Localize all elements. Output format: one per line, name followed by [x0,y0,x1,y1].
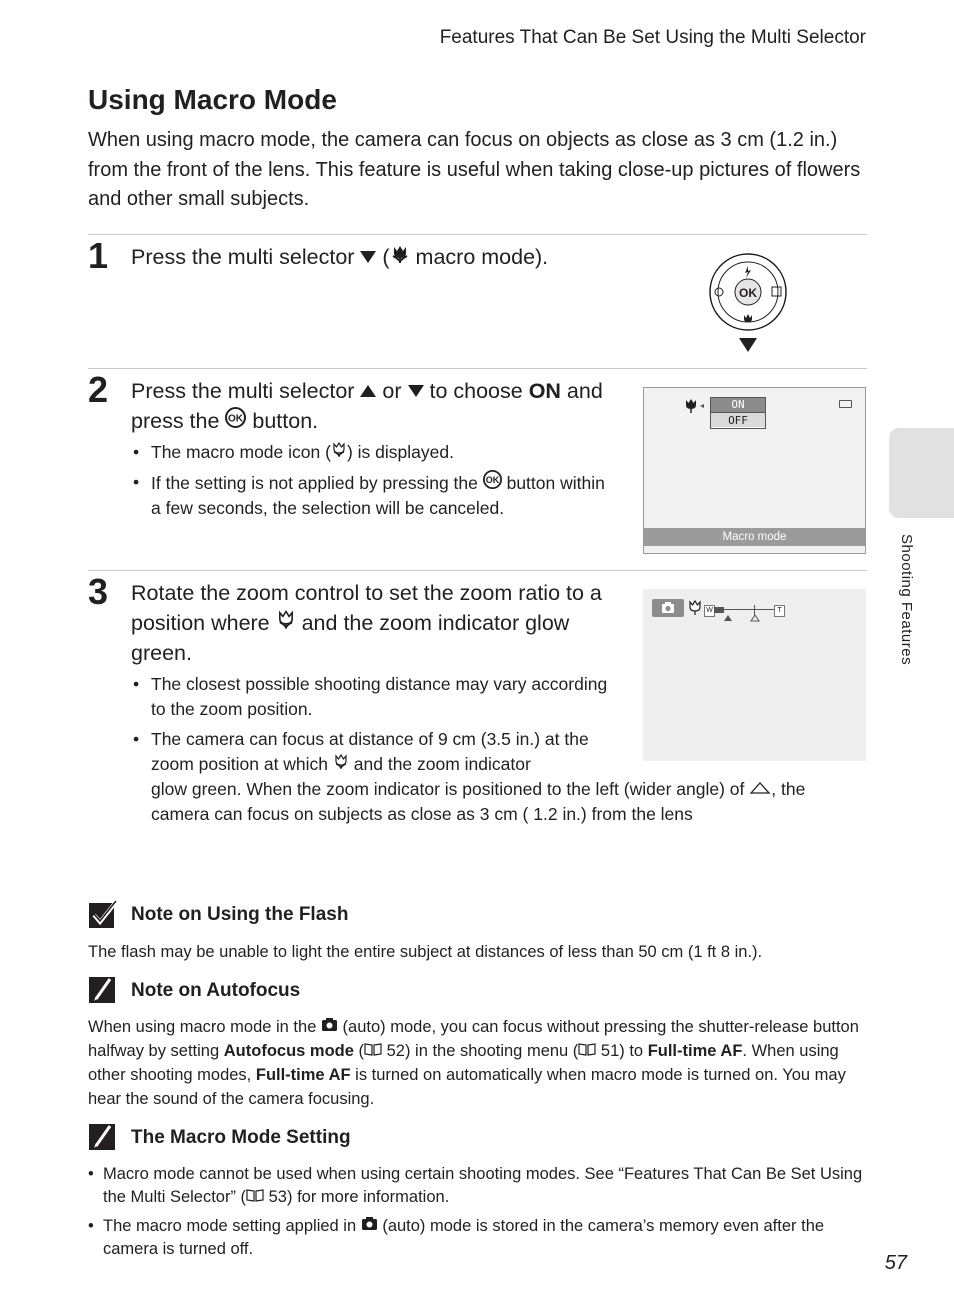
down-arrow-icon [360,250,376,264]
zoom-marker-icon [723,614,733,622]
ok-button-icon [483,470,502,489]
list-item: • Macro mode cannot be used when using certain shooting modes. See “Features That Can Be Set Using the Multi Selector” ( 53) for more information. [88,1163,868,1209]
option-off: OFF [711,412,765,427]
camera-screen-macro-menu [643,387,866,554]
step-2-number: 2 [88,369,109,410]
step-divider [88,570,867,571]
list-item: • The camera can focus at distance of 9 cm (3.5 in.) at the zoom position at which and the zoom indicator glow green. When the zoom indicator is positioned to the left (wider angle) of , the camera can focus on subjects as close as 3 cm ( 1.2 in.) from the lens [131,727,866,827]
note-flash-body: The flash may be unable to light the entire subject at distances of less than 50 cm (1 ft 8 in.). [88,943,763,961]
running-header: Features That Can Be Set Using the Multi Selector [439,27,866,48]
section-intro: When using macro mode, the camera can focus on objects as close as 3 cm (1.2 in.) from the front of the lens. This feature is useful when taking close-up pictures of flowers and other small subjects. [88,129,861,210]
macro-tulip-icon [276,609,296,630]
note-flash-title: Note on Using the Flash [131,904,349,925]
camera-screen-zoom [643,589,866,761]
list-item: • The closest possible shooting distance may vary according to the zoom position. [131,672,611,722]
step-divider [88,368,867,369]
zoom-indicator-track [724,609,774,610]
caution-check-icon [88,899,118,929]
auto-mode-camera-icon [361,1216,378,1231]
page-number: 57 [884,1252,907,1274]
step-3-heading: Rotate the zoom control to set the zoom ratio to a position where and the zoom indicator glow green. [131,581,602,665]
svg-text:OK: OK [739,286,757,300]
list-item: • The macro mode icon ( ) is displayed. [131,440,611,465]
ok-button-icon [225,407,246,428]
page-reference-icon [364,1042,382,1056]
battery-icon [839,400,852,408]
option-on: ON [711,398,765,412]
step-3-number: 3 [88,571,109,612]
note-setting-title: The Macro Mode Setting [131,1127,351,1148]
zoom-marker-icon [750,614,760,622]
up-arrow-icon [360,384,376,398]
macro-tulip-icon [331,441,347,458]
auto-mode-camera-icon [652,599,684,617]
step-divider [88,234,867,235]
svg-text:OK: OK [485,475,500,486]
note-autofocus-body: When using macro mode in the (auto) mode, you can focus without pressing the shutter-release button halfway by setting Autofocus mode ( 52) in the shooting menu ( 51) to Full-time AF. When using other shooting modes, Full-time AF is turned on automatically when macro mode is turned on. You may hear the sound of the camera focusing. [88,1018,859,1108]
macro-tulip-icon [333,753,349,770]
page-reference-icon [578,1042,596,1056]
step-1-heading: Press the multi selector ( macro mode). [131,245,549,269]
step-2-heading: Press the multi selector or to choose ON and press the OK button. [131,379,603,433]
note-setting-bullets [88,1163,868,1267]
note-pencil-icon [88,974,118,1004]
screen-caption: Macro mode [644,528,865,546]
macro-tulip-icon [390,244,410,264]
page-reference-icon [246,1188,264,1202]
macro-tulip-icon [684,398,708,414]
section-title: Using Macro Mode [88,84,337,115]
list-item: • If the setting is not applied by pressing the OK button within a few seconds, the selection will be canceled. [131,470,611,521]
chapter-tab-label: Shooting Features [898,534,915,666]
chapter-tab [889,428,954,518]
note-pencil-icon [88,1121,118,1151]
zoom-position-icon [749,781,771,795]
zoom-tele-label: T [774,605,785,617]
svg-text:OK: OK [228,413,244,425]
macro-tulip-icon [687,599,703,616]
multi-selector-dial [706,252,790,356]
on-off-selector [710,397,766,429]
list-item: • The macro mode setting applied in (auto) mode is stored in the camera’s memory even after the camera is turned off. [88,1215,868,1261]
zoom-wide-label: W [704,605,715,617]
auto-mode-camera-icon [321,1017,338,1032]
step-2-bullets [131,440,611,526]
zoom-indicator-fill [714,607,724,613]
note-autofocus-title: Note on Autofocus [131,980,301,1001]
down-arrow-icon [408,384,424,398]
step-1-number: 1 [88,235,109,276]
